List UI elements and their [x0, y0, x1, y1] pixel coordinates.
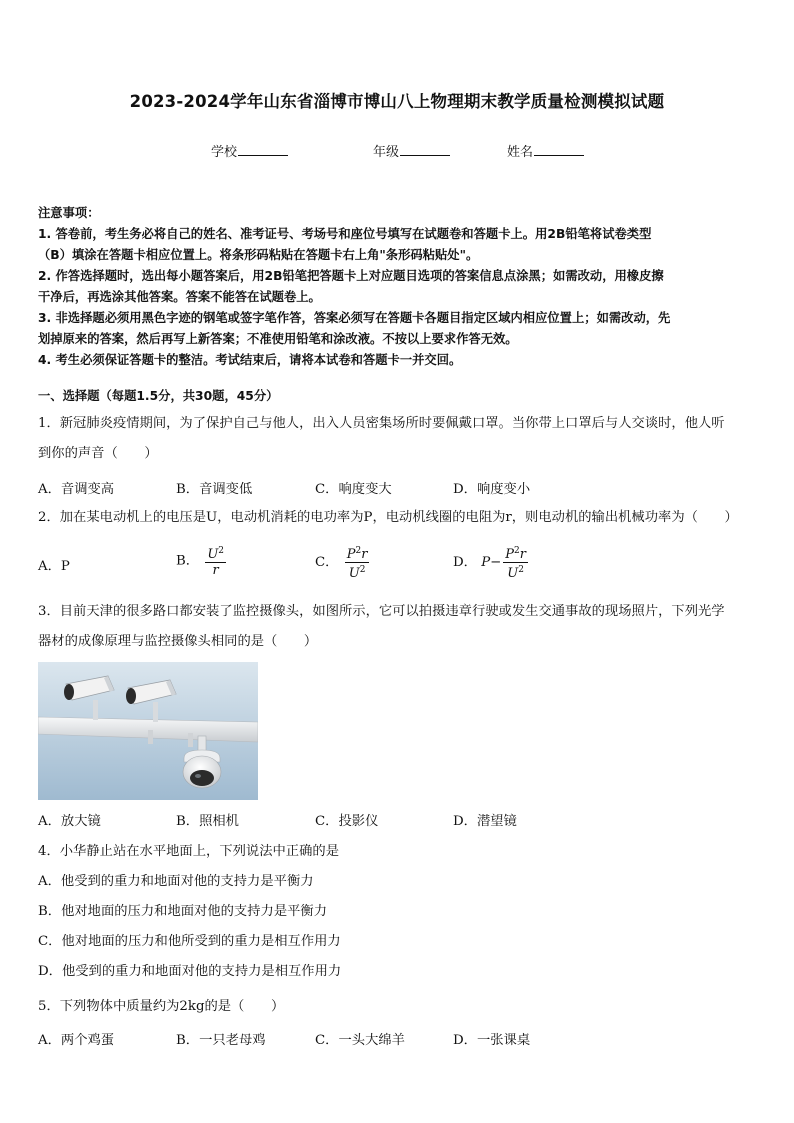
q3-option-b[interactable]: B．照相机	[176, 814, 239, 829]
question-2	[38, 503, 760, 533]
camera-mount	[93, 700, 98, 720]
formula-p2r-over-u2: $\frac{P^2r}{U^2}$	[346, 546, 368, 581]
question-5	[38, 992, 760, 1022]
bracket	[188, 733, 193, 747]
q4-option-d[interactable]: D．他受到的重力和地面对他的支持力是相互作用力	[38, 964, 342, 979]
q5-option-d[interactable]: D．一张课桌	[453, 1033, 531, 1048]
note-line: 3. 非选择题必须用黑色字迹的钢笔或签字笔作答，答案必须写在答题卡各题目指定区域内相应位置上；如需改动，先	[38, 311, 671, 325]
q5-option-a[interactable]: A．两个鸡蛋	[38, 1033, 115, 1048]
option-label: C．	[315, 555, 339, 570]
q4-option-a[interactable]: A．他受到的重力和地面对他的支持力是平衡力	[38, 874, 314, 889]
q2-option-b[interactable]	[176, 544, 228, 578]
formula-u2-over-r: $\frac{U^2}{r}$	[207, 546, 225, 578]
note-line: 干净后，再选涂其他答案。答案不能答在试题卷上。	[38, 290, 321, 304]
q2-option-a[interactable]	[38, 555, 70, 574]
dome-lens	[190, 770, 214, 786]
surveillance-camera-photo	[38, 662, 258, 800]
q1-option-c[interactable]: C．响度变大	[315, 482, 392, 497]
q4-option-c[interactable]: C．他对地面的压力和他所受到的重力是相互作用力	[38, 934, 341, 949]
name-label: 姓名	[507, 145, 534, 160]
q2-option-c[interactable]	[315, 544, 371, 581]
formula-p2r-over-u2: $\frac{P^2r}{U^2}$	[505, 546, 526, 581]
q1-option-b[interactable]: B．音调变低	[176, 482, 253, 497]
question-text: 1．新冠肺炎疫情期间，为了保护自己与他人，出入人员密集场所时要佩戴口罩。当你带上口罩后与人交谈时，他人听	[38, 416, 725, 431]
q1-option-a[interactable]: A．音调变高	[38, 482, 115, 497]
q3-option-c[interactable]: C．投影仪	[315, 814, 379, 829]
name-field[interactable]	[507, 141, 584, 160]
camera-lens	[64, 684, 74, 700]
exam-title: 2023-2024学年山东省淄博市博山八上物理期末教学质量检测模拟试题	[129, 92, 665, 111]
school-label: 学校	[211, 145, 238, 160]
camera-mount	[153, 702, 158, 722]
option-label: D．	[453, 555, 477, 570]
grade-label: 年级	[373, 145, 400, 160]
q3-option-a[interactable]: A．放大镜	[38, 814, 101, 829]
section-heading: 一、选择题（每题1.5分，共30题，45分）	[38, 389, 279, 403]
q5-option-c[interactable]: C．一头大绵羊	[315, 1033, 405, 1048]
camera-lens	[126, 688, 136, 704]
q4-option-b[interactable]: B．他对地面的压力和地面对他的支持力是平衡力	[38, 904, 328, 919]
formula-p-minus: P−	[481, 555, 502, 570]
question-text: 5．下列物体中质量约为2kg的是（ ）	[38, 999, 285, 1014]
question-text: 到你的声音（ ）	[38, 446, 158, 461]
lens-highlight	[195, 774, 201, 778]
note-line: 1. 答卷前，考生务必将自己的姓名、准考证号、考场号和座位号填写在试题卷和答题卡上。用2B铅笔将试卷类型	[38, 227, 652, 241]
question-3	[38, 597, 760, 657]
option-value: P	[60, 559, 70, 574]
option-label: B．	[176, 553, 200, 569]
note-line: （B）填涂在答题卡相应位置上。将条形码粘贴在答题卡右上角"条形码粘贴处"。	[38, 248, 479, 262]
question-1	[38, 409, 760, 469]
school-blank[interactable]	[238, 144, 288, 156]
grade-field[interactable]	[373, 141, 450, 160]
name-blank[interactable]	[534, 144, 584, 156]
question-text: 4．小华静止站在水平地面上，下列说法中正确的是	[38, 844, 339, 859]
exam-notes	[38, 203, 758, 371]
question-text: 3．目前天津的很多路口都安装了监控摄像头，如图所示，它可以拍摄违章行驶或发生交通事故的现场照片，下列光学	[38, 604, 725, 619]
bracket	[148, 730, 153, 744]
question-text: 器材的成像原理与监控摄像头相同的是（ ）	[38, 634, 318, 649]
question-4	[38, 837, 760, 987]
notes-heading: 注意事项：	[38, 206, 100, 220]
note-line: 4. 考生必须保证答题卡的整洁。考试结束后，请将本试卷和答题卡一并交回。	[38, 353, 462, 367]
q1-option-d[interactable]: D．响度变小	[453, 482, 531, 497]
q3-option-d[interactable]: D．潜望镜	[453, 814, 517, 829]
grade-blank[interactable]	[400, 144, 450, 156]
option-label: A．	[38, 559, 61, 574]
note-line: 2. 作答选择题时，选出每小题答案后，用2B铅笔把答题卡上对应题目选项的答案信息点涂黑；如需改动，用橡皮擦	[38, 269, 664, 283]
q5-option-b[interactable]: B．一只老母鸡	[176, 1033, 266, 1048]
note-line: 划掉原来的答案，然后再写上新答案；不准使用铅笔和涂改液。不按以上要求作答无效。	[38, 332, 518, 346]
q2-option-d[interactable]	[453, 544, 530, 581]
school-field[interactable]	[211, 141, 288, 160]
question-text: 2．加在某电动机上的电压是U，电动机消耗的电功率为P，电动机线圈的电阻为r，则电动机的输出机械功率为（ ）	[38, 510, 738, 525]
